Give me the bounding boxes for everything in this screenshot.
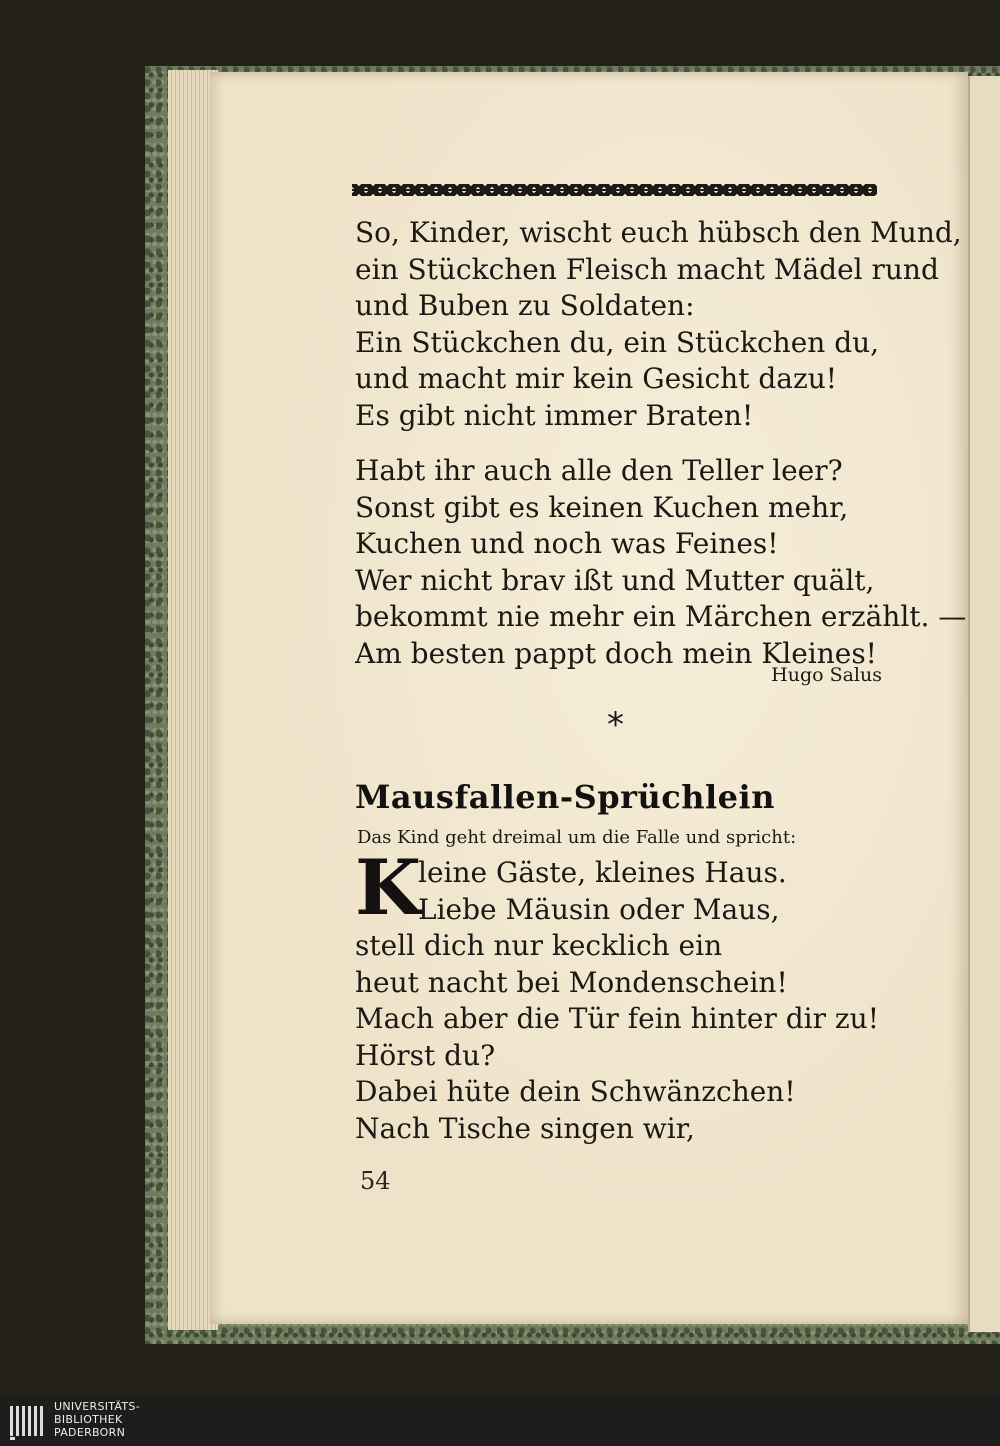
poem-line: Ein Stückchen du, ein Stückchen du, xyxy=(355,325,880,359)
poem-line: Mach aber die Tür fein hinter dir zu! xyxy=(355,1002,879,1035)
poem-line: Es gibt nicht immer Braten! xyxy=(355,398,754,432)
poem-line: Habt ihr auch alle den Teller leer? xyxy=(355,454,843,487)
facing-page-edge xyxy=(968,76,1000,1332)
poem-line: ein Stückchen Fleisch macht Mädel rund xyxy=(355,252,939,286)
poem-line: So, Kinder, wischt euch hübsch den Mund, xyxy=(355,216,962,249)
poem-title: Mausfallen-Sprüchlein xyxy=(355,778,775,816)
poem-line: Wer nicht brav ißt und Mutter quält, xyxy=(355,563,875,597)
poem-line: Am besten pappt doch mein Kleines! xyxy=(355,636,877,670)
poem-line: und macht mir kein Gesicht dazu! xyxy=(355,362,838,395)
poem-line: Liebe Mäusin oder Maus, xyxy=(418,892,780,926)
section-separator: * xyxy=(607,705,624,745)
library-logo-icon xyxy=(8,1402,48,1440)
poem-line: Nach Tische singen wir, xyxy=(355,1111,695,1145)
library-name-line: PADERBORN xyxy=(54,1426,126,1439)
page-number: 54 xyxy=(360,1167,391,1195)
library-footer xyxy=(0,1396,1000,1446)
poem-body xyxy=(355,928,879,1147)
poem-line: Dabei hüte dein Schwänzchen! xyxy=(355,1075,796,1108)
poem-line: bekommt nie mehr ein Märchen erzählt. — xyxy=(355,600,967,633)
poem-line: Kuchen und noch was Feines! xyxy=(355,527,779,560)
poem-opening-lines xyxy=(418,855,787,928)
poem-line: Hörst du? xyxy=(355,1038,496,1072)
library-name xyxy=(54,1400,140,1439)
poem-line: Sonst gibt es keinen Kuchen mehr, xyxy=(355,490,849,524)
library-name-line: UNIVERSITÄTS- xyxy=(54,1400,140,1413)
poem-line: stell dich nur kecklich ein xyxy=(355,929,723,962)
poem-subtitle: Das Kind geht dreimal um die Falle und spricht: xyxy=(357,827,797,848)
drop-cap: K xyxy=(355,843,422,932)
library-name-line: BIBLIOTHEK xyxy=(54,1413,123,1426)
poem-line: leine Gäste, kleines Haus. xyxy=(418,856,787,889)
poem-stanza-1 xyxy=(355,215,962,434)
poem-line: heut nacht bei Mondenschein! xyxy=(355,965,788,999)
poem-author: Hugo Salus xyxy=(771,664,882,686)
poem-line: und Buben zu Soldaten: xyxy=(355,289,695,322)
ornamental-rule xyxy=(352,183,877,197)
poem-stanza-2 xyxy=(355,453,966,672)
